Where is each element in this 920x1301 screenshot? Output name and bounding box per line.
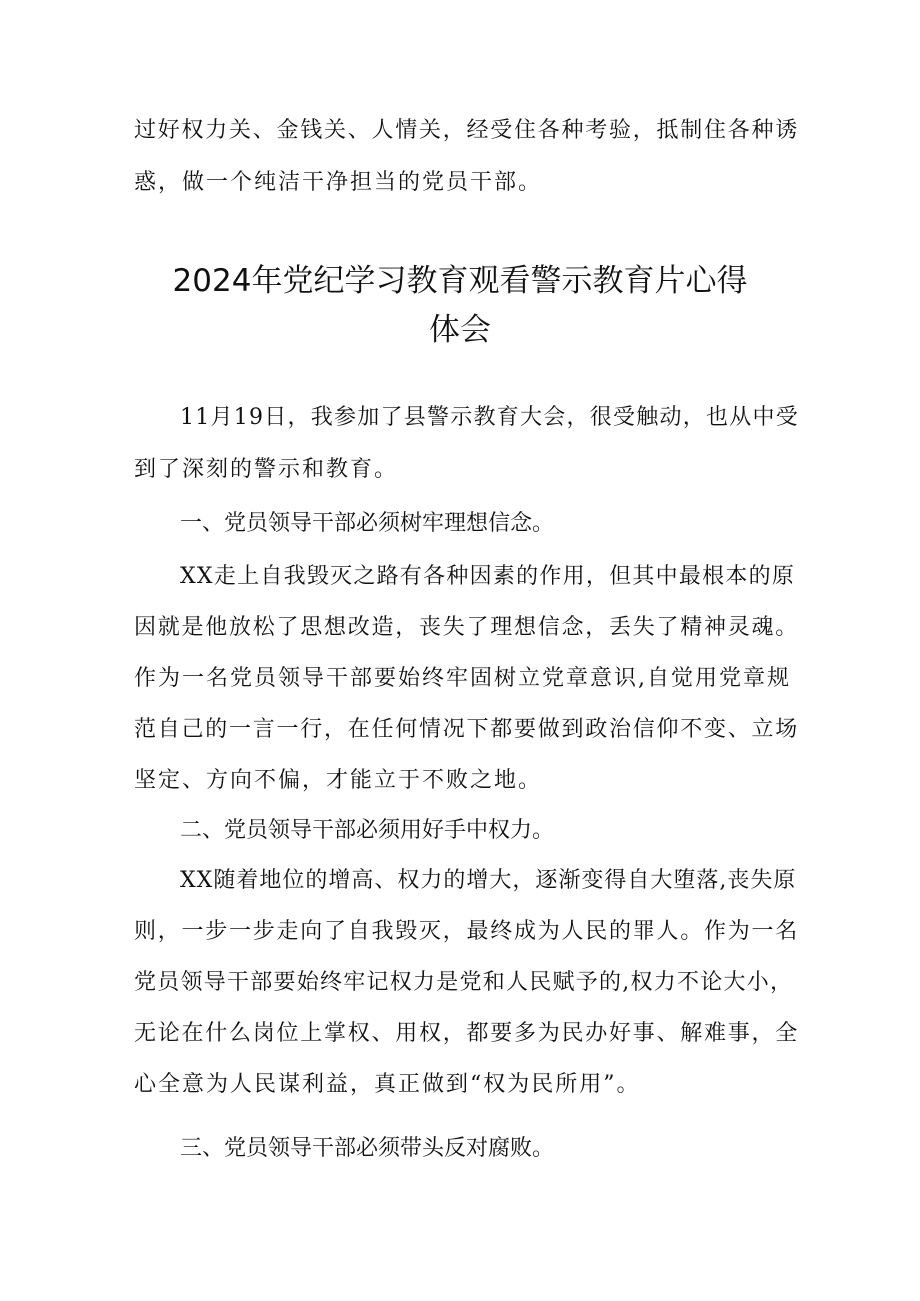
section-2-line [0,912,920,952]
text: XX走上自我毁灭之路有各种因素的作用，但其中最根本的原 [180,564,796,589]
text: 无论在什么岗位上掌权、用权，都要多为民办好事、解难事，全 [134,1021,800,1046]
text: 范自己的一言一行，在任何情况下都要做到政治信仰不变、立场 [134,717,800,742]
section-2-line [0,1065,920,1105]
opening-line [0,398,920,438]
text: 一、党员领导干部必须树牢理想信念。 [180,511,555,536]
text: 坚定、方向不偏，才能立于不败之地。 [134,768,543,793]
section-1-line [0,659,920,699]
section-1-line [0,710,920,750]
opening-line [0,450,920,490]
intro-line [0,163,920,203]
section-heading-1 [0,504,920,544]
document-title: 2024年党纪学习教育观看警示教育片心得 [172,263,748,299]
section-2-line [0,861,920,901]
section-1-line [0,557,920,597]
section-1-line [0,608,920,648]
text: 作为一名党员领导干部要始终牢固树立党章意识,自觉用党章规 [134,666,791,691]
text: 三、党员领导干部必须带头反对腐败。 [180,1136,555,1161]
text: 到了深刻的警示和教育。 [134,457,399,482]
text: 则，一步一步走向了自我毁灭，最终成为人民的罪人。作为一名 [134,919,800,944]
intro-line [0,111,920,151]
text: 因就是他放松了思想改造，丧失了理想信念，丢失了精神灵魂。 [134,615,800,640]
section-1-line [0,761,920,801]
text: 惑，做一个纯洁干净担当的党员干部。 [134,170,543,195]
text: 二、党员领导干部必须用好手中权力。 [180,818,555,843]
section-2-line [0,1014,920,1054]
text: 11月19日，我参加了县警示教育大会，很受触动，也从中受 [180,405,799,430]
text: 心全意为人民谋利益，真正做到“权为民所用”。 [134,1072,641,1097]
section-2-line [0,963,920,1003]
section-heading-3 [0,1129,920,1169]
text: 党员领导干部要始终牢记权力是党和人民赋予的,权力不论大小， [134,970,794,995]
section-heading-2 [0,811,920,851]
document-title-continued: 体会 [429,312,491,348]
text: XX随着地位的增高、权力的增大，逐渐变得自大堕落,丧失原 [180,868,797,893]
text: 过好权力关、金钱关、人情关，经受住各种考验，抵制住各种诱 [134,118,800,143]
